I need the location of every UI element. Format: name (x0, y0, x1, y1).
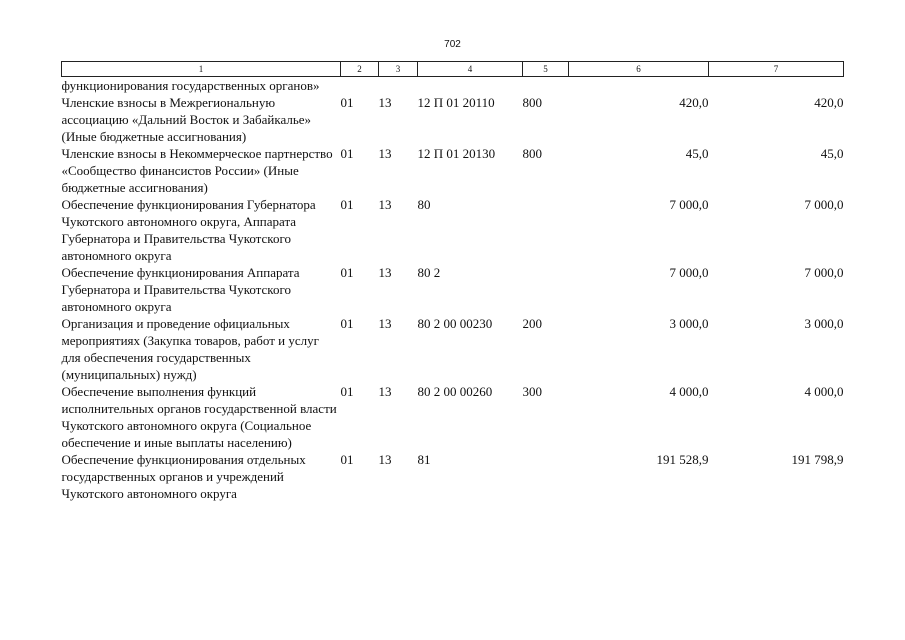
row-section: 01 (340, 384, 354, 399)
table-body (62, 77, 844, 503)
row-vr: 200 (522, 316, 542, 331)
row-csr: 80 2 00 00230 (417, 316, 493, 331)
row-csr: 80 2 (417, 265, 441, 280)
row-vr (523, 451, 569, 502)
table-row (62, 315, 844, 383)
header-col-6: 6 (569, 62, 709, 77)
row-subsection: 13 (378, 146, 392, 161)
row-vr (523, 77, 569, 95)
row-sum-2: 45,0 (820, 146, 844, 161)
row-vr (523, 264, 569, 315)
row-subsection: 13 (378, 452, 392, 467)
table-header (62, 62, 844, 77)
row-sum-1: 191 528,9 (656, 452, 709, 467)
row-csr: 12 П 01 20130 (417, 146, 496, 161)
row-name: Обеспечение функционирования отдельных государственных органов и учреждений Чукотского автономного округа (61, 452, 306, 501)
row-csr: 80 2 00 00260 (417, 384, 493, 399)
row-vr: 300 (522, 384, 542, 399)
row-subsection (379, 77, 418, 95)
row-name: Обеспечение выполнения функций исполнительных органов государственной власти Чукотского автономного округа (Социальное обеспечение и иные выплаты населению) (61, 384, 337, 450)
row-section: 01 (340, 265, 354, 280)
row-subsection: 13 (378, 197, 392, 212)
row-vr: 800 (522, 95, 542, 110)
header-col-2: 2 (341, 62, 379, 77)
row-name: Обеспечение функционирования Губернатора Чукотского автономного округа, Аппарата Губернатора и Правительства Чукотского автономного округа (61, 197, 316, 263)
row-csr: 80 (417, 197, 431, 212)
header-row (62, 62, 844, 77)
row-sum-1: 7 000,0 (669, 265, 709, 280)
row-sum-2: 7 000,0 (804, 197, 844, 212)
row-sum-2: 4 000,0 (804, 384, 844, 399)
row-section: 01 (340, 95, 354, 110)
header-col-5: 5 (523, 62, 569, 77)
row-sum-2: 3 000,0 (804, 316, 844, 331)
row-subsection: 13 (378, 384, 392, 399)
header-col-7: 7 (709, 62, 844, 77)
page-number: 702 (444, 39, 461, 50)
row-csr: 81 (417, 452, 431, 467)
table-row (62, 94, 844, 145)
row-subsection: 13 (378, 95, 392, 110)
row-sum-1: 45,0 (685, 146, 709, 161)
row-sum-1: 3 000,0 (669, 316, 709, 331)
row-subsection: 13 (378, 316, 392, 331)
row-sum-2: 420,0 (814, 95, 844, 110)
row-name: функционирования государственных органов» (61, 78, 320, 93)
row-sum-1 (569, 77, 709, 95)
row-csr (418, 77, 523, 95)
row-section: 01 (340, 197, 354, 212)
row-subsection: 13 (378, 265, 392, 280)
row-sum-2: 7 000,0 (804, 265, 844, 280)
row-csr: 12 П 01 20110 (417, 95, 495, 110)
table-row (62, 196, 844, 264)
budget-table (61, 61, 844, 502)
row-section (341, 77, 379, 95)
table-row (62, 383, 844, 451)
row-vr: 800 (522, 146, 542, 161)
row-name: Организация и проведение официальных мероприятиях (Закупка товаров, работ и услуг для обеспечения государственных (муниципальных) нужд) (61, 316, 319, 382)
row-sum-1: 4 000,0 (669, 384, 709, 399)
row-sum-1: 7 000,0 (669, 197, 709, 212)
row-vr (523, 196, 569, 264)
row-section: 01 (340, 316, 354, 331)
table-row (62, 145, 844, 196)
header-col-4: 4 (418, 62, 523, 77)
row-section: 01 (340, 452, 354, 467)
table-row (62, 77, 844, 95)
row-name: Обеспечение функционирования Аппарата Губернатора и Правительства Чукотского автономного округа (61, 265, 300, 314)
table-row (62, 451, 844, 502)
row-name: Членские взносы в Некоммерческое партнерство «Сообщество финансистов России» (Иные бюджетные ассигнования) (61, 146, 333, 195)
header-col-3: 3 (379, 62, 418, 77)
row-sum-2: 191 798,9 (791, 452, 844, 467)
row-sum-1: 420,0 (679, 95, 709, 110)
table-row (62, 264, 844, 315)
row-sum-2 (709, 77, 844, 95)
header-col-1: 1 (62, 62, 341, 77)
row-section: 01 (340, 146, 354, 161)
row-name: Членские взносы в Межрегиональную ассоциацию «Дальний Восток и Забайкалье» (Иные бюджетные ассигнования) (61, 95, 312, 144)
